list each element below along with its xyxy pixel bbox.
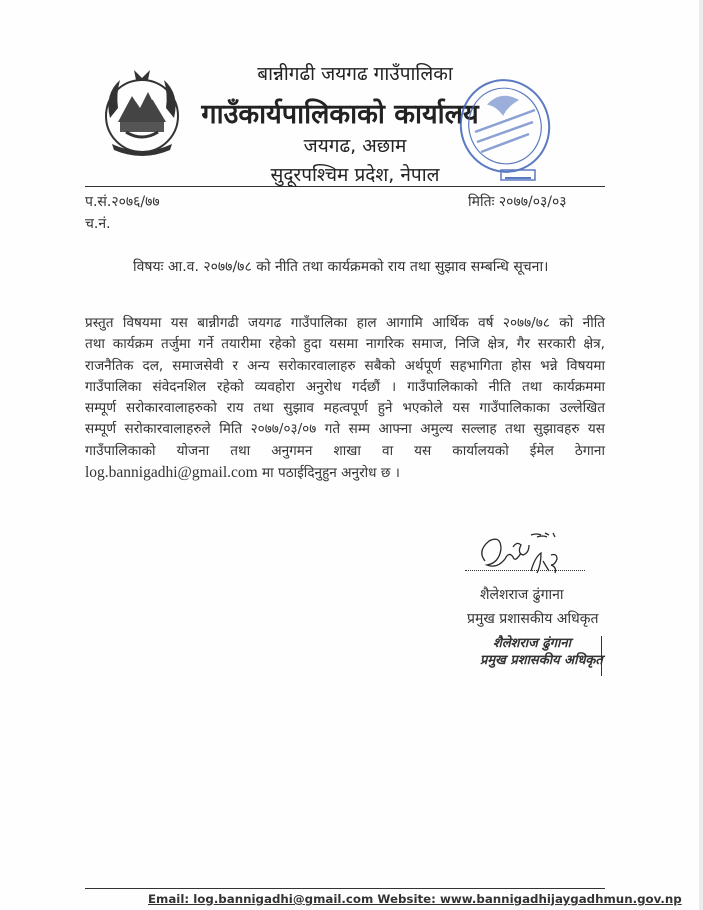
handwritten-signature [473, 527, 583, 579]
signature-line [465, 570, 585, 571]
signatory-name: शैलेशराज ढुंगाना [480, 587, 564, 603]
footer-contact: Email: log.bannigadhi@gmail.com Website: www.bannigadhijaygadhmun.gov.np [148, 892, 682, 906]
office-location: जयगढ, अछाम [303, 135, 407, 157]
body-line-last [85, 462, 605, 484]
email-address[interactable]: log.bannigadhi@gmail.com [85, 464, 258, 482]
body-line: सम्पूर्ण सरोकारवालाहरुले मिति २०७७/०३/०७ गते सम्म आफ्ना अमुल्य सल्लाह तथा सुझावहरु यस [85, 421, 605, 438]
letter-body [85, 313, 605, 484]
body-line-tail: मा पठाईदिनुहुन अनुरोध छ । [262, 465, 400, 482]
body-line: गाउँपालिकाको योजना तथा अनुगमन शाखा वा यस कार्यालयको ईमेल ठेगाना [85, 442, 605, 459]
letter-date: मितिः २०७७/०३/०३ [468, 194, 567, 210]
footer-divider [85, 888, 605, 889]
reference-number: प.सं.२०७६/७७ [85, 194, 160, 210]
letterhead-divider [85, 186, 605, 187]
letter-subject: विषयः आ.व. २०७७/७८ को नीति तथा कार्यक्रमको राय तथा सुझाव सम्बन्धि सूचना। [133, 259, 549, 275]
municipality-name: बान्नीगढी जयगढ गाउँपालिका [257, 63, 453, 85]
body-line: राजनैतिक दल, समाजसेवी र अन्य सरोकारवालाहरु सबैको अर्थपूर्ण सहभागिता होस भन्ने विषयमा [85, 357, 605, 374]
signatory-title: प्रमुख प्रशासकीय अधिकृत [467, 611, 599, 627]
office-seal-icon [455, 74, 557, 188]
body-line: तथा कार्यक्रम तर्जुमा गर्ने तयारीमा रहेको हुदा यसमा नागरिक समाज, निजि क्षेत्र, गैर सरकारी क्षेत्र, [85, 336, 605, 353]
body-line: प्रस्तुत विषयमा यस बान्नीगढी जयगढ गाउँपालिका हाल आगामि आर्थिक वर्ष २०७७/७८ को नीति [85, 315, 605, 331]
dispatch-number: च.नं. [85, 216, 111, 232]
stamp-title: प्रमुख प्रशासकीय अधिकृत [480, 653, 603, 668]
office-name: गाउँकार्यपालिकाको कार्यालय [201, 99, 479, 130]
stamp-name: शैलेशराज ढुंगाना [493, 636, 571, 651]
stamp-border [601, 636, 602, 676]
body-line: सम्पूर्ण सरोकारवालाहरुको राय तथा सुझाव महत्वपूर्ण हुने भएकोले यस गाउँपालिकाका उल्लेखित [85, 400, 605, 417]
body-line: गाउँपालिका संवेदनशिल रहेको व्यवहोरा अनुरोध गर्दछौं । गाउँपालिकाको नीति तथा कार्यक्रममा [85, 378, 605, 395]
province-country: सुदूरपश्चिम प्रदेश, नेपाल [270, 164, 440, 186]
